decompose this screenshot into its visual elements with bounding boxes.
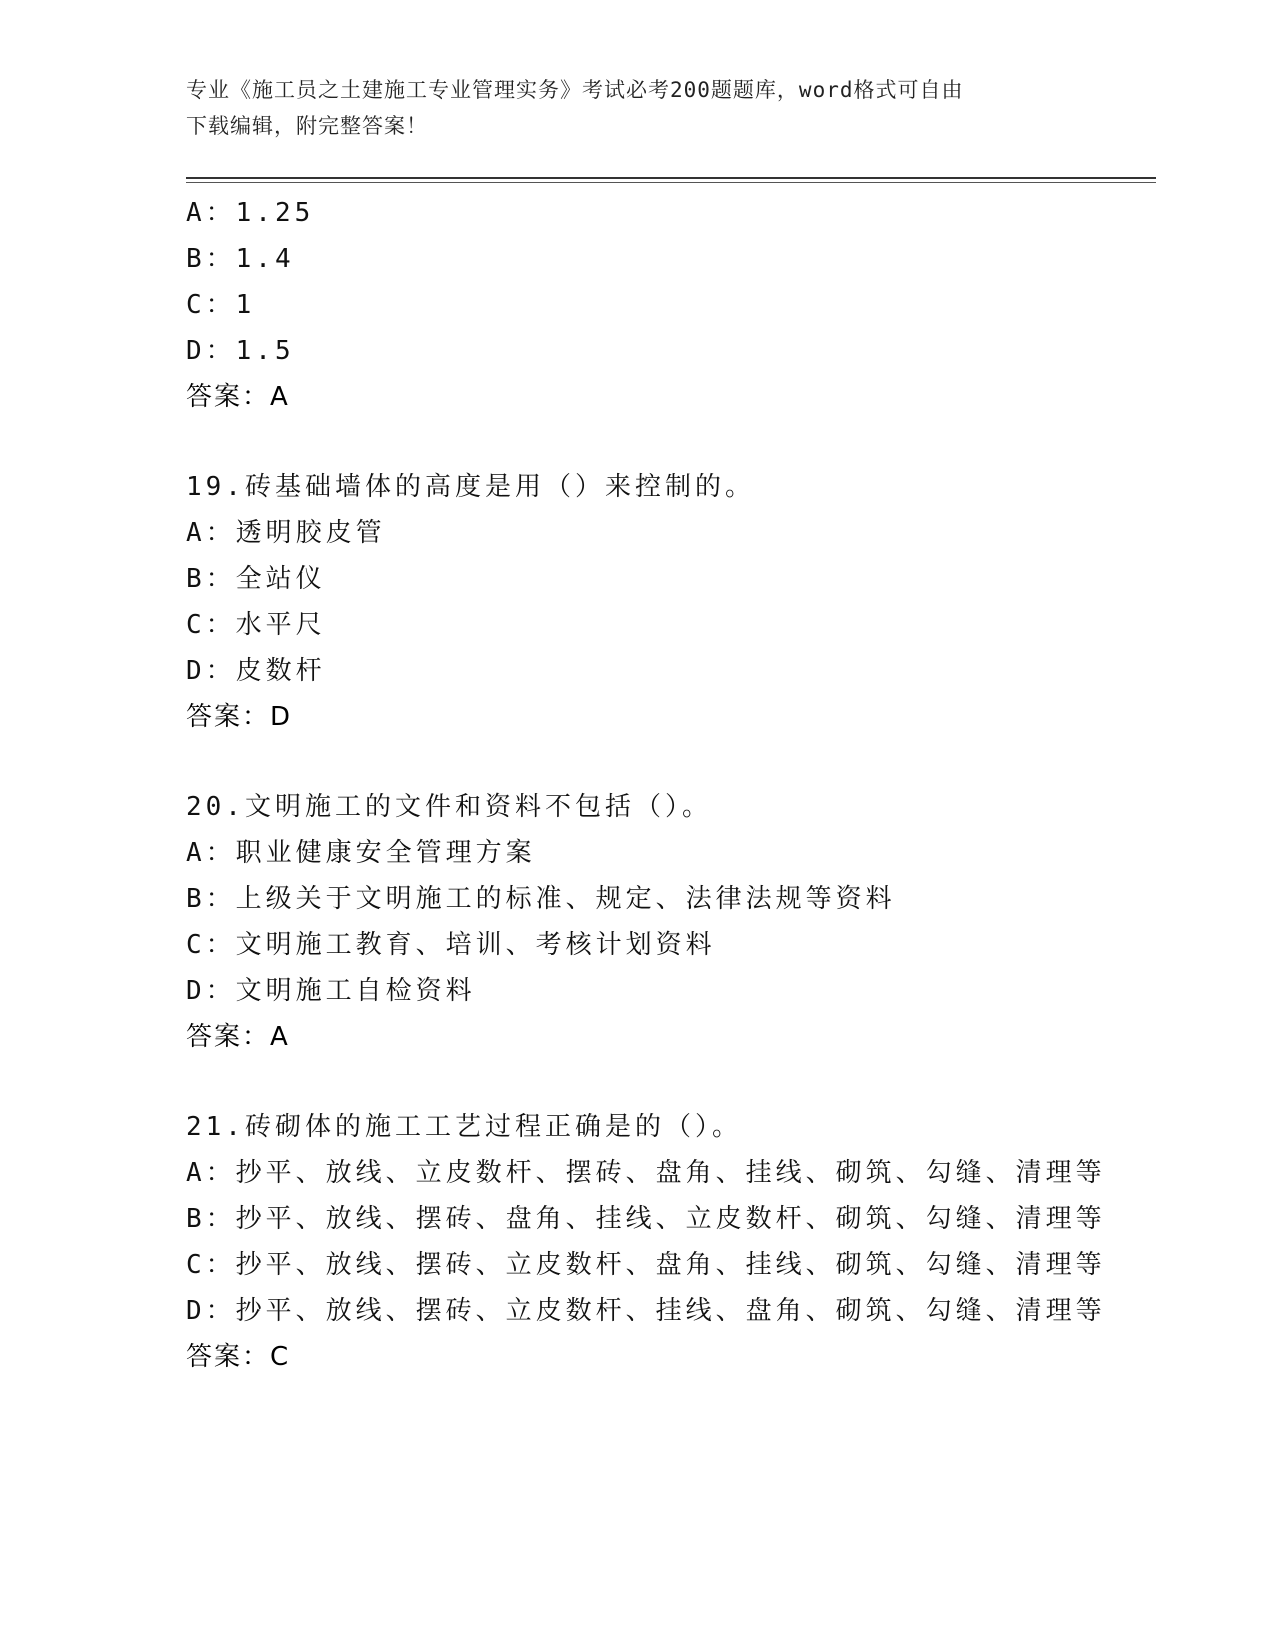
- spacer: [186, 1060, 1146, 1104]
- document-header: [186, 72, 1066, 144]
- option-a: A：1.25: [186, 198, 315, 228]
- question-list: [186, 190, 1146, 1380]
- option-a: A：抄平、放线、立皮数杆、摆砖、盘角、挂线、砌筑、勾缝、清理等: [186, 1158, 1106, 1188]
- option-b: B：全站仪: [186, 564, 326, 594]
- question-20-block: [186, 784, 1146, 1060]
- question-19-block: [186, 464, 1146, 740]
- option-c: C：水平尺: [186, 610, 326, 640]
- question-18-block: [186, 190, 1146, 420]
- option-d: D：文明施工自检资料: [186, 976, 476, 1006]
- option-d: D：1.5: [186, 336, 295, 366]
- option-a: A：职业健康安全管理方案: [186, 838, 536, 868]
- question-text: 21.砖砌体的施工工艺过程正确是的（）。: [186, 1112, 742, 1142]
- answer-label: 答案：C: [186, 1342, 291, 1372]
- option-d: D：抄平、放线、摆砖、立皮数杆、挂线、盘角、砌筑、勾缝、清理等: [186, 1296, 1106, 1326]
- header-divider-thick: [186, 177, 1156, 179]
- header-divider-thin: [186, 182, 1156, 183]
- option-d: D：皮数杆: [186, 656, 326, 686]
- option-a: A：透明胶皮管: [186, 518, 386, 548]
- option-b: B：1.4: [186, 244, 295, 274]
- answer-label: 答案：A: [186, 382, 290, 412]
- question-text: 19.砖基础墙体的高度是用（）来控制的。: [186, 472, 755, 502]
- question-21-block: [186, 1104, 1146, 1380]
- spacer: [186, 420, 1146, 464]
- answer-label: 答案：D: [186, 702, 293, 732]
- spacer: [186, 740, 1146, 784]
- option-c: C：1: [186, 290, 256, 320]
- option-c: C：抄平、放线、摆砖、立皮数杆、盘角、挂线、砌筑、勾缝、清理等: [186, 1250, 1106, 1280]
- option-b: B：上级关于文明施工的标准、规定、法律法规等资料: [186, 884, 896, 914]
- header-line-1: 专业《施工员之土建施工专业管理实务》考试必考200题题库，word格式可自由: [186, 78, 964, 102]
- option-b: B：抄平、放线、摆砖、盘角、挂线、立皮数杆、砌筑、勾缝、清理等: [186, 1204, 1106, 1234]
- question-text: 20.文明施工的文件和资料不包括（）。: [186, 792, 712, 822]
- answer-label: 答案：A: [186, 1022, 290, 1052]
- header-line-2: 下载编辑，附完整答案！: [186, 114, 428, 138]
- option-c: C：文明施工教育、培训、考核计划资料: [186, 930, 716, 960]
